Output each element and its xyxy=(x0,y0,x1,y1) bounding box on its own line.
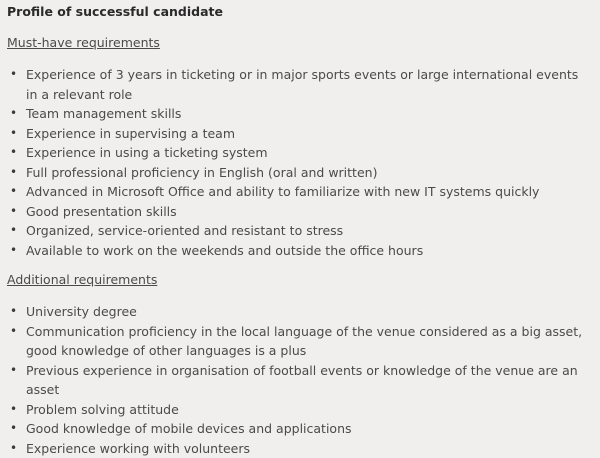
bullet-icon: • xyxy=(10,322,17,342)
additional-heading: Additional requirements xyxy=(7,271,593,289)
list-item xyxy=(7,241,593,261)
job-profile-section xyxy=(7,0,593,458)
list-item xyxy=(7,143,593,163)
list-item-text: Experience working with volunteers xyxy=(26,441,250,456)
list-item-text: Team management skills xyxy=(26,106,181,121)
list-item-text: Previous experience in organisation of football events or knowledge of the venue are an asset xyxy=(26,363,578,398)
list-item xyxy=(7,163,593,183)
list-item-text: Experience in supervising a team xyxy=(26,126,235,141)
list-item xyxy=(7,439,593,458)
bullet-icon: • xyxy=(10,439,17,458)
bullet-icon: • xyxy=(10,241,17,261)
bullet-icon: • xyxy=(10,202,17,222)
must-have-heading: Must-have requirements xyxy=(7,34,593,52)
list-item-text: Organized, service-oriented and resistant to stress xyxy=(26,223,343,238)
list-item-text: Good knowledge of mobile devices and applications xyxy=(26,421,352,436)
bullet-icon: • xyxy=(10,163,17,183)
bullet-icon: • xyxy=(10,65,17,85)
list-item xyxy=(7,104,593,124)
list-item-text: Full professional proficiency in English (oral and written) xyxy=(26,165,377,180)
list-item-text: Good presentation skills xyxy=(26,204,177,219)
must-have-list xyxy=(7,65,593,260)
bullet-icon: • xyxy=(10,400,17,420)
list-item-text: University degree xyxy=(26,304,137,319)
bullet-icon: • xyxy=(10,361,17,381)
bullet-icon: • xyxy=(10,302,17,322)
profile-title: Profile of successful candidate xyxy=(7,3,593,21)
list-item-text: Available to work on the weekends and outside the office hours xyxy=(26,243,423,258)
list-item-text: Communication proficiency in the local language of the venue considered as a big asset, good knowledge of other languages is a plus xyxy=(26,324,582,359)
list-item xyxy=(7,221,593,241)
list-item xyxy=(7,419,593,439)
bullet-icon: • xyxy=(10,221,17,241)
list-item xyxy=(7,124,593,144)
bullet-icon: • xyxy=(10,124,17,144)
additional-list xyxy=(7,302,593,458)
list-item-text: Experience in using a ticketing system xyxy=(26,145,268,160)
bullet-icon: • xyxy=(10,143,17,163)
list-item-text: Problem solving attitude xyxy=(26,402,179,417)
bullet-icon: • xyxy=(10,104,17,124)
list-item xyxy=(7,202,593,222)
bullet-icon: • xyxy=(10,182,17,202)
list-item xyxy=(7,182,593,202)
list-item-text: Experience of 3 years in ticketing or in major sports events or large international events in a relevant role xyxy=(26,67,578,102)
list-item xyxy=(7,400,593,420)
list-item xyxy=(7,65,593,104)
list-item-text: Advanced in Microsoft Office and ability to familiarize with new IT systems quickly xyxy=(26,184,539,199)
list-item xyxy=(7,322,593,361)
list-item xyxy=(7,361,593,400)
bullet-icon: • xyxy=(10,419,17,439)
list-item xyxy=(7,302,593,322)
